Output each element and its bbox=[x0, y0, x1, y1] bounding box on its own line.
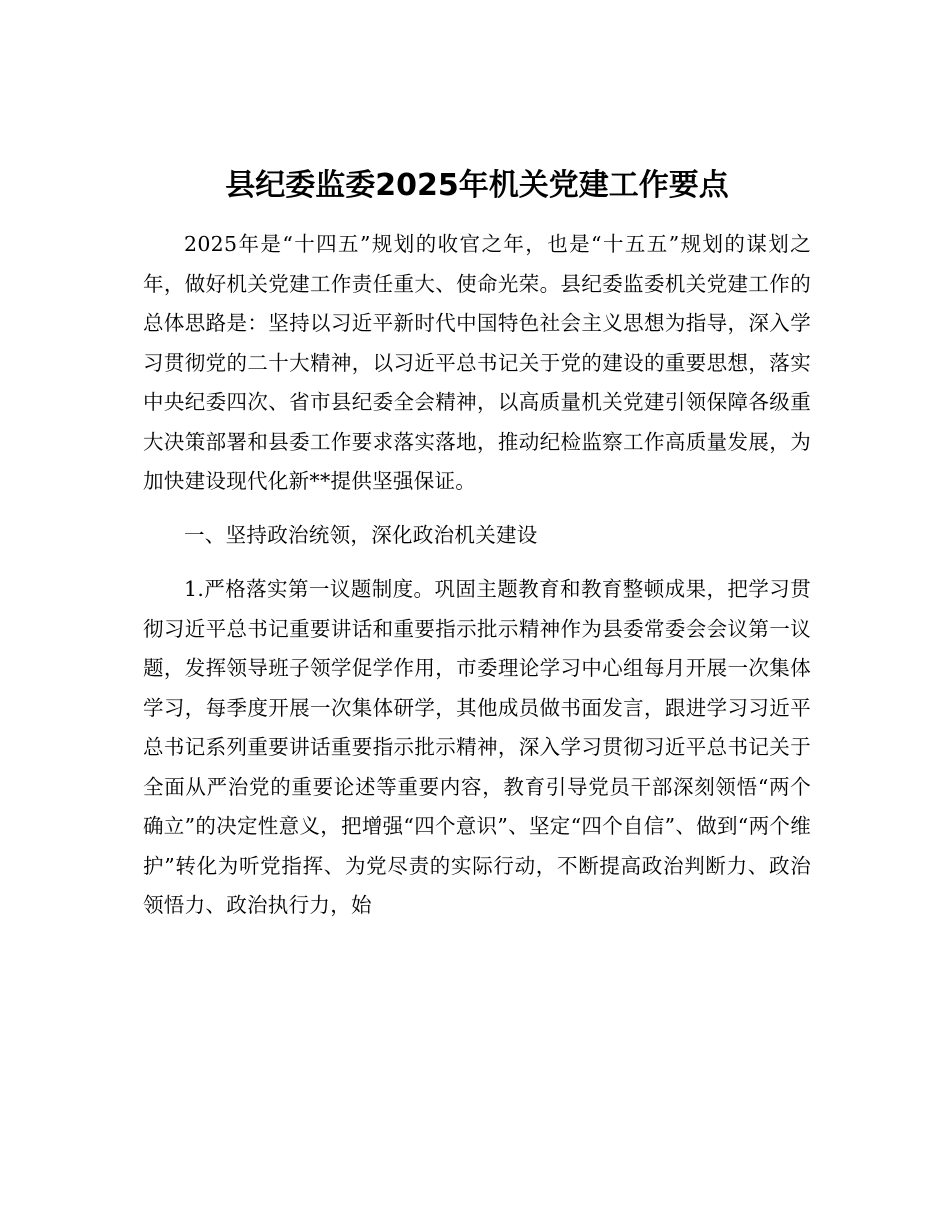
intro-paragraph: 2025年是“十四五”规划的收官之年，也是“十五五”规划的谋划之年，做好机关党建工作责任重大、使命光荣。县纪委监委机关党建工作的总体思路是：坚持以习近平新时代中国特色社会主义思想为指导，深入学习贯彻党的二十大精神，以习近平总书记关于党的建设的重要思想，落实中央纪委四次、省市县纪委全会精神，以高质量机关党建引领保障各级重大决策部署和县委工作要求落实落地，推动纪检监察工作高质量发展，为加快建设现代化新**提供坚强保证。 bbox=[143, 232, 811, 493]
document-title: 县纪委监委2025年机关党建工作要点 bbox=[225, 168, 729, 203]
section-heading-1: 一、坚持政治统领，深化政治机关建设 bbox=[184, 522, 538, 547]
item-paragraph-1: 1.严格落实第一议题制度。巩固主题教育和教育整顿成果，把学习贯彻习近平总书记重要讲话和重要指示批示精神作为县委常委会会议第一议题，发挥领导班子领学促学作用，市委理论学习中心组每月开展一次集体学习，每季度开展一次集体研学，其他成员做书面发言，跟进学习习近平总书记系列重要讲话重要指示批示精神，深入学习贯彻习近平总书记关于全面从严治党的重要论述等重要内容，教育引导党员干部深刻领悟“两个确立”的决定性意义，把增强“四个意识”、坚定“四个自信”、做到“两个维护”转化为听党指挥、为党尽责的实际行动，不断提高政治判断力、政治领悟力、政治执行力，始 bbox=[143, 577, 811, 917]
document-body bbox=[143, 225, 811, 940]
